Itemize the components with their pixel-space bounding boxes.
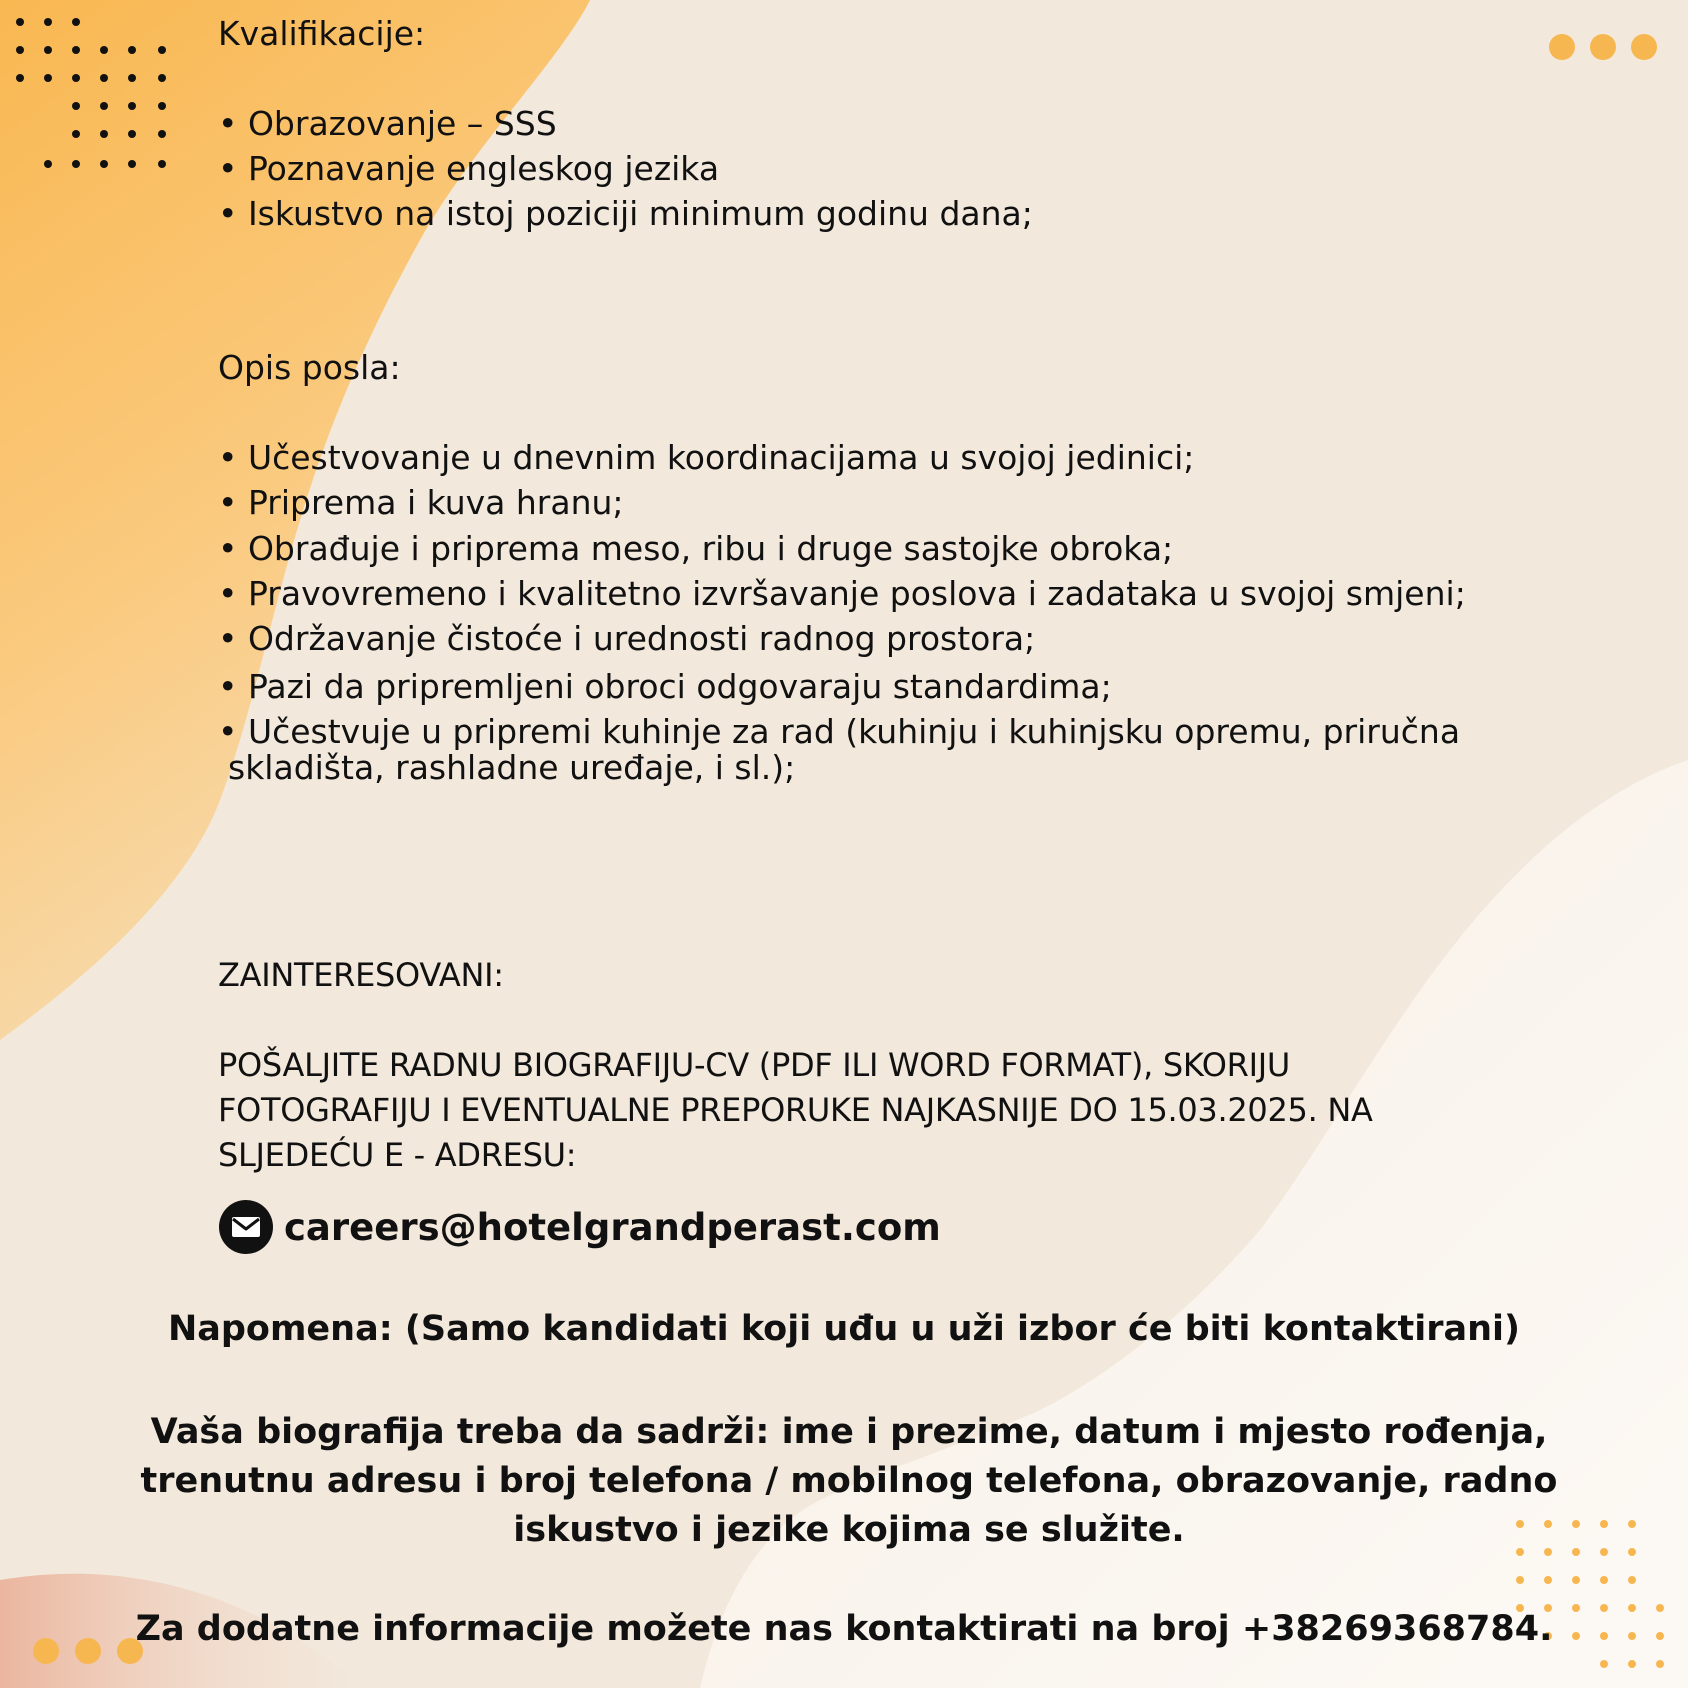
contact-phone-info: Za dodatne informacije možete nas kontaktirati na broj +38269368784. (135, 1609, 1553, 1649)
apply-heading: ZAINTERESOVANI: (218, 956, 504, 994)
job-duty-item: • Pravovremeno i kvalitetno izvršavanje poslova i zadataka u svojoj smjeni; (218, 574, 1466, 613)
job-duty-item: • Priprema i kuva hranu; (218, 483, 624, 522)
apply-instructions-line: POŠALJITE RADNU BIOGRAFIJU-CV (PDF ILI WORD FORMAT), SKORIJU (218, 1046, 1291, 1084)
job-duty-item: • Učestvuje u pripremi kuhinje za rad (kuhinju i kuhinjsku opremu, priručna (218, 712, 1461, 751)
email-contact (218, 1199, 941, 1255)
job-duty-item: • Učestvovanje u dnevnim koordinacijama u svojoj jedinici; (218, 438, 1195, 477)
apply-instructions-line: FOTOGRAFIJU I EVENTUALNE PREPORUKE NAJKASNIJE DO 15.03.2025. NA (218, 1091, 1373, 1129)
qualification-item: • Poznavanje engleskog jezika (218, 149, 720, 188)
qualification-item: • Obrazovanje – SSS (218, 104, 557, 143)
email-link[interactable]: careers@hotelgrandperast.com (284, 1205, 941, 1249)
job-duty-item: • Obrađuje i priprema meso, ribu i druge sastojke obroka; (218, 529, 1174, 568)
job-duty-item: • Pazi da pripremljeni obroci odgovaraju standardima; (218, 667, 1112, 706)
cv-requirements: Vaša biografija treba da sadrži: ime i prezime, datum i mjesto rođenja, trenutnu adresu i broj telefona / mobilnog telefona, obrazovanje, radno iskustvo i jezike kojima se služite. (140, 1412, 1558, 1550)
qualifications-heading: Kvalifikacije: (218, 14, 426, 53)
qualification-item: • Iskustvo na istoj poziciji minimum godinu dana; (218, 194, 1033, 233)
job-duty-item-continued: skladišta, rashladne uređaje, i sl.); (228, 748, 796, 787)
apply-instructions-line: SLJEDEĆU E - ADRESU: (218, 1136, 577, 1174)
job-description-heading: Opis posla: (218, 348, 401, 387)
envelope-icon (218, 1199, 274, 1255)
job-duty-item: • Održavanje čistoće i urednosti radnog prostora; (218, 619, 1036, 658)
selection-note: Napomena: (Samo kandidati koji uđu u uži izbor će biti kontaktirani) (167, 1309, 1521, 1349)
